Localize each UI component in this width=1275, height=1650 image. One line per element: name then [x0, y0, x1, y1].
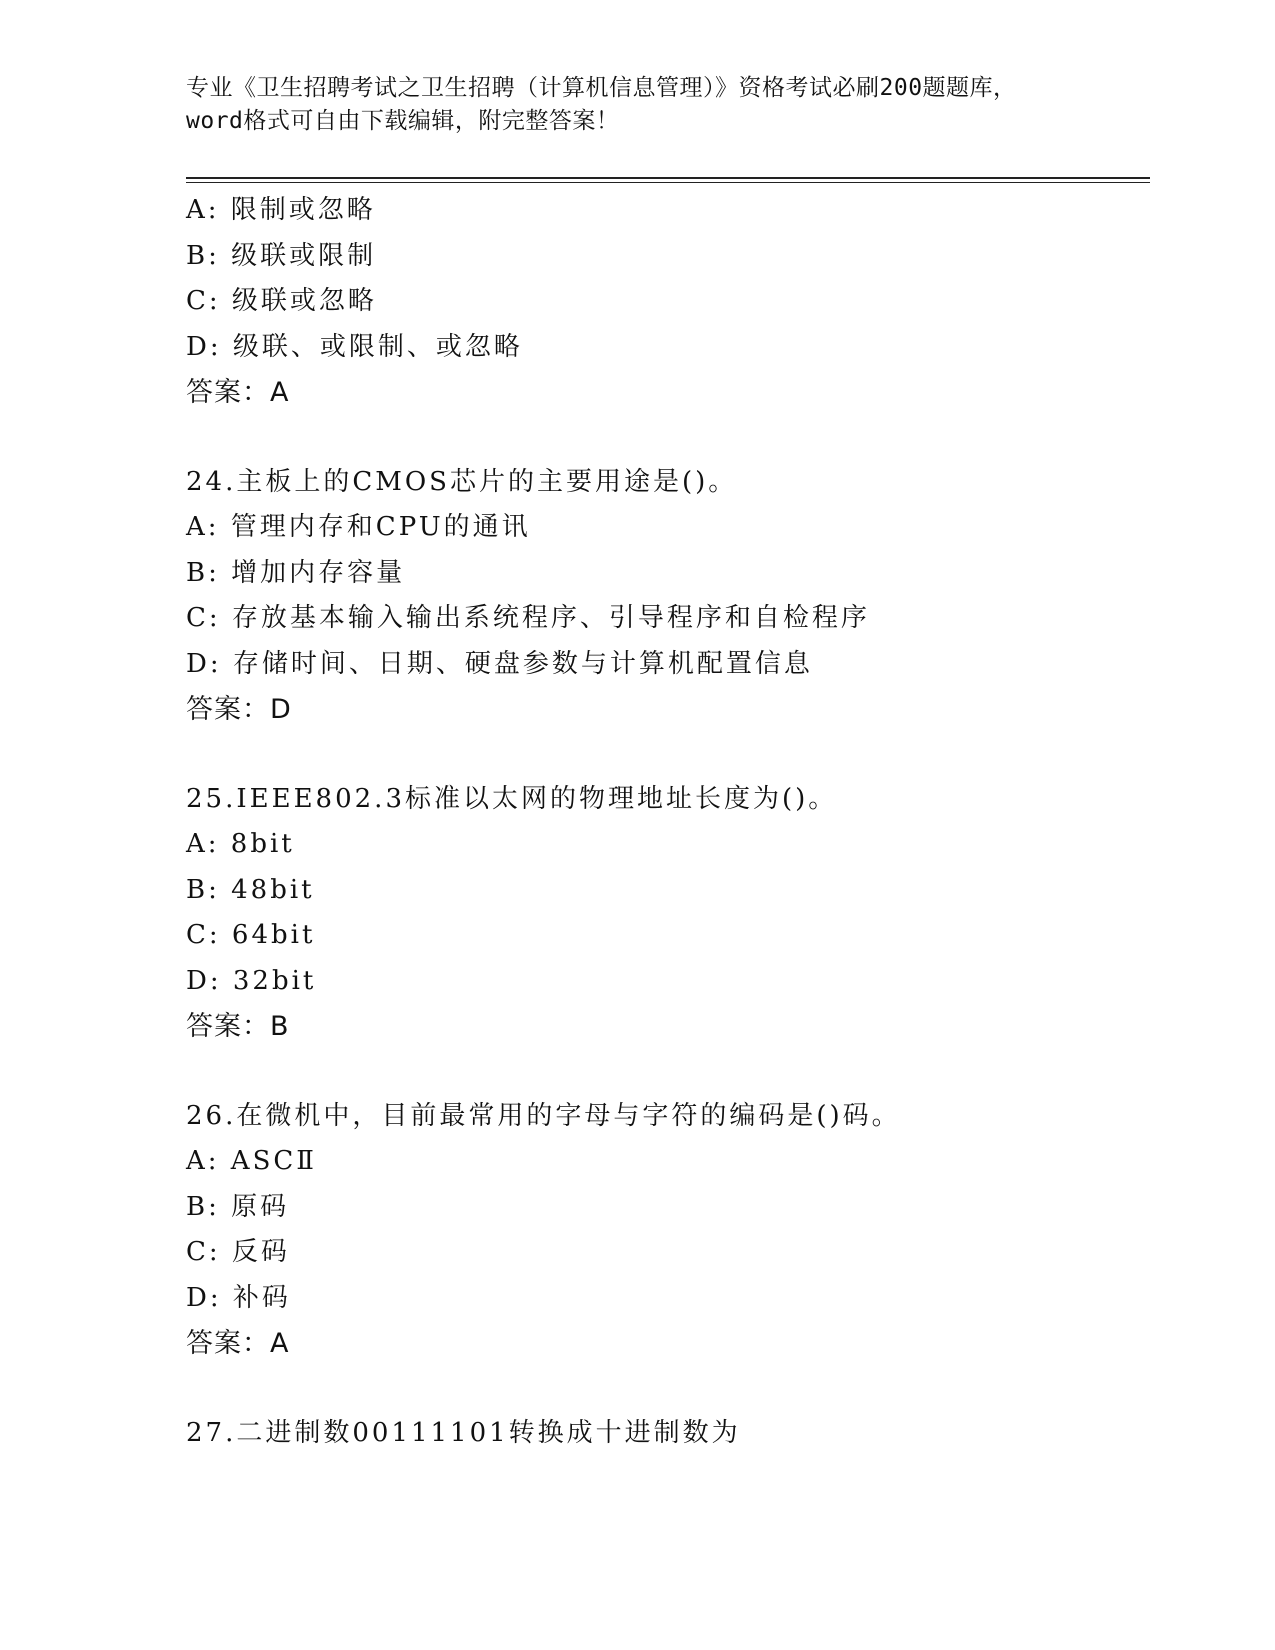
spacer [186, 733, 1146, 777]
question-26 [186, 1094, 1146, 1367]
option-a: A: 管理内存和CPU的通讯 [186, 512, 531, 542]
question-stem: 26.在微机中，目前最常用的字母与字符的编码是()码。 [186, 1100, 901, 1131]
question-25 [186, 777, 1146, 1050]
header-subtitle-line: word格式可自由下载编辑，附完整答案！ [186, 108, 620, 134]
option-b: B: 增加内存容量 [186, 557, 406, 588]
option-d: D: 存储时间、日期、硬盘参数与计算机配置信息 [186, 648, 813, 679]
option-b: B: 原码 [186, 1191, 290, 1222]
spacer [186, 416, 1146, 460]
question-27 [186, 1411, 1146, 1457]
option-a: A: 8bit [186, 829, 295, 859]
option-c: C: 存放基本输入输出系统程序、引导程序和自检程序 [186, 603, 870, 633]
answer: 答案：A [186, 1328, 290, 1359]
option-a: A: ASCⅡ [186, 1146, 317, 1176]
option-b: B: 级联或限制 [186, 240, 377, 271]
document-header [186, 72, 1146, 138]
option-c: C: 反码 [186, 1237, 290, 1267]
question-stem: 27.二进制数00111101转换成十进制数为 [186, 1417, 741, 1448]
question-24 [186, 460, 1146, 733]
spacer [186, 1050, 1146, 1094]
option-d: D: 级联、或限制、或忽略 [186, 331, 523, 362]
spacer [186, 1367, 1146, 1411]
header-divider-secondary [186, 182, 1150, 183]
answer: 答案：A [186, 377, 290, 408]
header-title-line: 专业《卫生招聘考试之卫生招聘（计算机信息管理）》资格考试必刷200题题库， [186, 75, 1017, 101]
option-b: B: 48bit [186, 874, 315, 905]
question-23 [186, 188, 1146, 416]
option-c: C: 64bit [186, 920, 316, 950]
answer: 答案：B [186, 1011, 290, 1042]
option-d: D: 32bit [186, 965, 317, 996]
option-a: A: 限制或忽略 [186, 195, 376, 225]
question-list [186, 188, 1146, 1456]
question-stem: 24.主板上的CMOS芯片的主要用途是()。 [186, 466, 738, 497]
answer: 答案：D [186, 694, 292, 725]
question-stem: 25.IEEE802.3标准以太网的物理地址长度为()。 [186, 783, 838, 814]
option-d: D: 补码 [186, 1282, 291, 1313]
option-c: C: 级联或忽略 [186, 286, 377, 316]
header-divider [186, 177, 1150, 179]
